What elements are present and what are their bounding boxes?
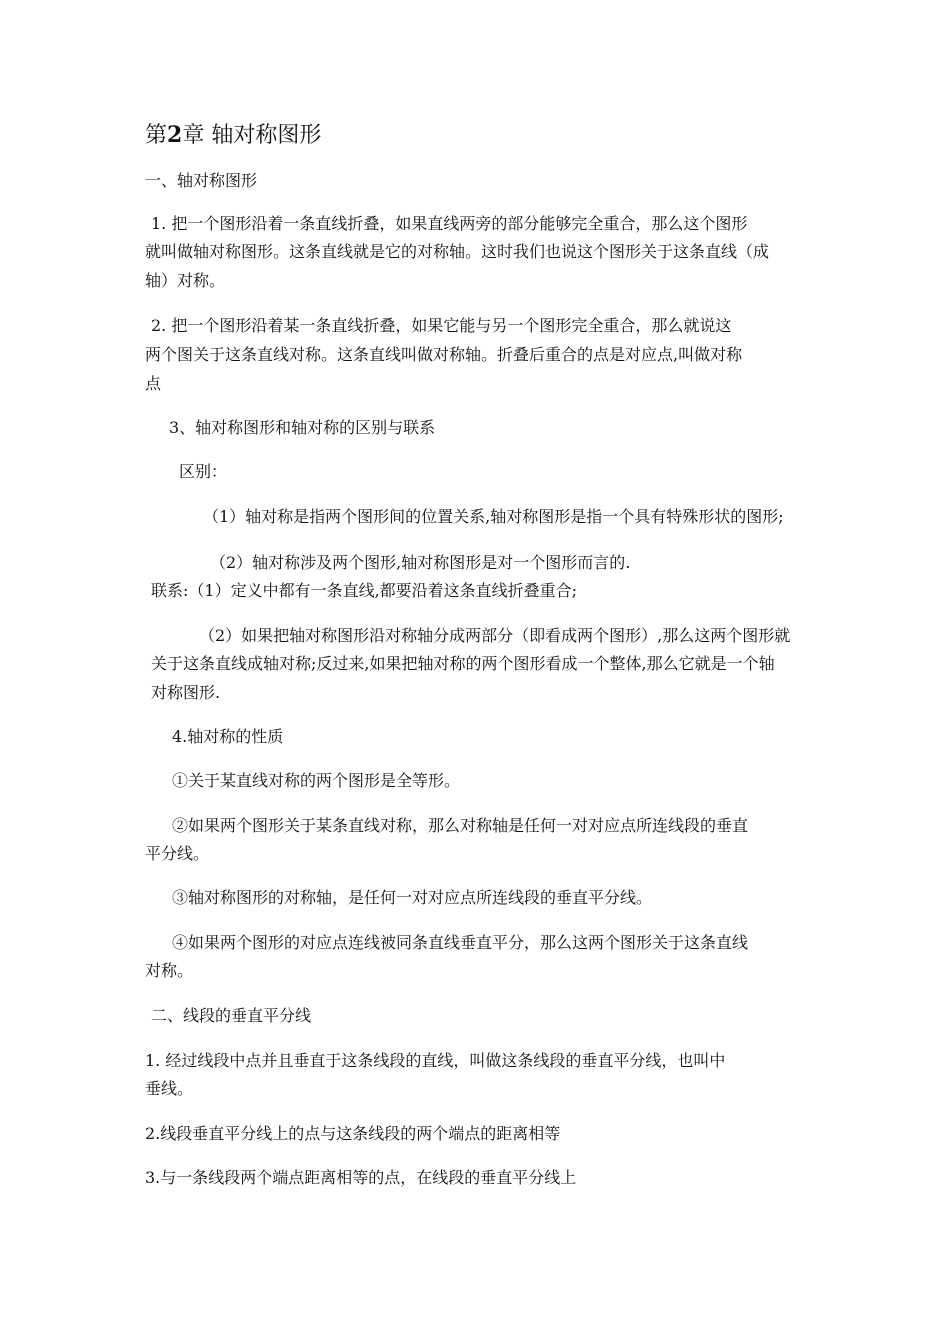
s1-link2-line3: 对称图形. bbox=[151, 683, 221, 702]
s2-item3: 3.与一条线段两个端点距离相等的点，在线段的垂直平分线上 bbox=[145, 1168, 577, 1187]
s1-link1: 联系:（1）定义中都有一条直线,都要沿着这条直线折叠重合; bbox=[151, 581, 578, 600]
section1-heading: 一、轴对称图形 bbox=[145, 171, 258, 190]
s1-link2-line1: （2）如果把轴对称图形沿对称轴分成两部分（即看成两个图形）,那么这两个图形就 bbox=[199, 626, 791, 645]
s1-item4-p2-line2: 平分线。 bbox=[145, 844, 210, 863]
s2-item2: 2.线段垂直平分线上的点与这条线段的两个端点的距离相等 bbox=[145, 1124, 561, 1143]
s1-item4-p1: ①关于某直线对称的两个图形是全等形。 bbox=[172, 771, 461, 790]
chapter-title bbox=[145, 121, 321, 150]
s1-diff-label: 区别： bbox=[179, 462, 228, 481]
s1-item3-heading: 3、轴对称图形和轴对称的区别与联系 bbox=[169, 418, 436, 437]
s1-item4-p4-line1: ④如果两个图形的对应点连线被同条直线垂直平分，那么这两个图形关于这条直线 bbox=[172, 933, 749, 952]
s1-item2-line2: 两个图关于这条直线对称。这条直线叫做对称轴。折叠后重合的点是对应点,叫做对称 bbox=[145, 345, 743, 364]
s1-diff2: （2）轴对称涉及两个图形,轴对称图形是对一个图形而言的. bbox=[210, 553, 631, 572]
s1-item4-p4-line2: 对称。 bbox=[145, 961, 194, 980]
s1-item1-line3: 轴）对称。 bbox=[145, 271, 226, 290]
chapter-title-prefix: 第 bbox=[145, 123, 168, 148]
s2-item1-line1: 1. 经过线段中点并且垂直于这条线段的直线，叫做这条线段的垂直平分线，也叫中 bbox=[145, 1051, 726, 1070]
s1-diff1: （1）轴对称是指两个图形间的位置关系,轴对称图形是指一个具有特殊形状的图形; bbox=[203, 507, 784, 526]
s1-item4-p3: ③轴对称图形的对称轴，是任何一对对应点所连线段的垂直平分线。 bbox=[172, 888, 653, 907]
s1-item2-line3: 点 bbox=[145, 374, 162, 393]
s2-item1-line2: 垂线。 bbox=[145, 1079, 194, 1098]
s1-item4-p2-line1: ②如果两个图形关于某条直线对称，那么对称轴是任何一对对应点所连线段的垂直 bbox=[172, 816, 749, 835]
chapter-number: 2 bbox=[167, 122, 183, 148]
s1-link2-line2: 关于这条直线成轴对称;反过来,如果把轴对称的两个图形看成一个整体,那么它就是一个轴 bbox=[151, 654, 775, 673]
s1-item1-line2: 就叫做轴对称图形。这条直线就是它的对称轴。这时我们也说这个图形关于这条直线（成 bbox=[145, 242, 770, 261]
section2-heading: 二、线段的垂直平分线 bbox=[151, 1006, 312, 1025]
s1-item4-heading: 4.轴对称的性质 bbox=[172, 727, 284, 746]
chapter-title-suffix: 章 轴对称图形 bbox=[182, 123, 322, 148]
s1-item1-line1: 1. 把一个图形沿着一条直线折叠，如果直线两旁的部分能够完全重合，那么这个图形 bbox=[151, 214, 748, 233]
s1-item2-line1: 2. 把一个图形沿着某一条直线折叠，如果它能与另一个图形完全重合，那么就说这 bbox=[151, 316, 732, 335]
